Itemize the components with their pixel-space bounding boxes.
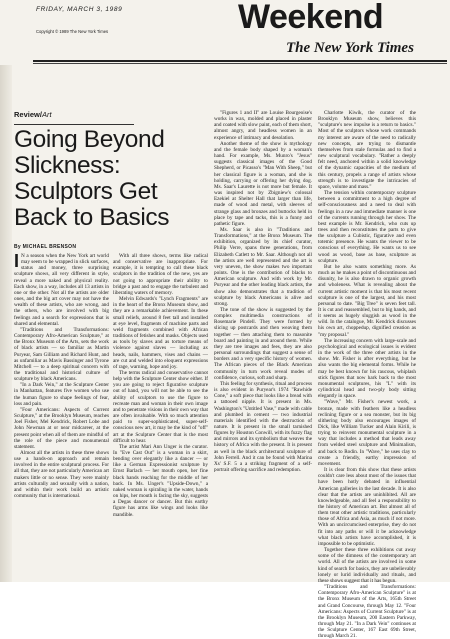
newspaper-name: The New York Times xyxy=(286,40,414,56)
article-column-1 xyxy=(14,253,109,578)
article-paragraph: The artist Mari Ann Unger is the curator. In "Eve Cast Out" is a woman in a skirt, bending over elegantly like a dancer — or like a German Expressionist sculpture by Ernst Barlach — her mouth open, her fine black hands reaching for the middle of her back. In Ms. Unger's "Upside-Down," a naked woman is spiraling in the water, hands on hips, her mouth is facing the sky, suggests a Degas dancer or dancer. But this earthy figure has arms like wings and looks like mandible. xyxy=(113,443,208,518)
article-paragraph: "Traditions and Transformations: Contemporary Afro-American Sculpture," at the Bronx Museum of the Arts, sets the work of black artists — so familiar as Martin Puryear, Sam Gilliam and Richard Hunt, and as unfamiliar as Mavis Bassinger and Tyrone Mitchell — to a deep spiritual concern with the traditional and historical culture of sculpture by black Americans. xyxy=(14,326,109,383)
masthead-rule xyxy=(33,60,447,62)
kicker-section: Review/ xyxy=(14,110,42,119)
article-paragraph: Melvin Edwards's "Lynch Fragments" are in the heart of the Bronx Museum show, and they are a remarkable achievement. In these small reliefs, around 8 feet tall and installed at eye level, fragments of machine parts and weld fragments combined with African traditions of fetishes and masks. Objects used as tools by slaves and as torture means of violence against slaves — including ax heads, nails, hammers, vises and chains — are cut and welded into eloquent expressions of rage, warning, hope and joy. xyxy=(113,296,208,370)
article-paragraph: The tension within contemporary sculpture between a commitment to a high degree of self-consciousness and a need to deal with feelings in a raw and immediate manner is one of the currents running through her show. The best example is Mr. Kendrick, who cuts up trees and then reconstitutes the parts to give the sculpture a Cubistic, figurative and even totemic presence. He wants the viewer to be conscious of everything. He wants us to see wood as wood, base as base, sculpture as sculpture. xyxy=(318,190,416,264)
article-paragraph: But he also wants something more. As much as he makes a point of discontinuous and disunity, he is also drawn to organic growth and wholeness. What is revealing about the current artistic moment is that his most recent sculpture is one of the largest, and his most personal to date. "Big Tree" is seven feet tall. It is cut and reassembled, but to big hands, and it seems as hugely sluggish as wood in the wild. In the catalogue, Mr. Kendrick discusses his own art, choppedup, dignified creation as "my proposal." xyxy=(318,263,416,338)
article-paragraph: With all three shows, terms like radical and conservative are inappropriate. For example, it is tempting to call these black sculptors in the tradition of the new, yes are not going to appropriate their ability to bridge a past and to engage the turbulent and liberating waters of memory. xyxy=(113,253,208,296)
article-paragraph: Another theme of the show is mythology and the female body shaped by a woman's hand. For example, Ms. Munro's "Jesus" suggests classical images of the Good Shepherd, or Picasso's "Man With Sheep," but her classical figure is a woman, and she is holding, carrying or offering her dying dog. Ms. Saar's Laurette is not more but female. It was inspired not by Zbigniew's colossal Ezekiel at Shelter Hall that larger than life, made of wood and metal, with sleeves of strange glass and bronzes and buttocks held in place by tape and tacks, this is a funny and pathetic figure. xyxy=(214,140,312,227)
kicker-topic: Art xyxy=(41,110,52,119)
kicker-rule xyxy=(14,124,134,125)
article-paragraph: It is clear from this show that these artists couldn't care less about most of the issues that have been hotly debated in influential American galleries in the last decade. It is also clear that the artists are uninhibited. All are knowledgeable, and all feel a responsibility to the history of American art. But almost all of them treat other artistic traditions, particularly those of Africa and Asia, as much if not more. With an uncircumcised enterprise, they do not fit into any paths or will it be acknowledge what black artists have accomplished, it is impossible to be optimistic. xyxy=(318,467,416,547)
copyright-notice: Copyright © 1989 The New York Times xyxy=(36,29,109,34)
drop-cap: I xyxy=(14,251,20,271)
article-paragraph: The increasing concern with large-scale and psychological and ecological issues is evident in the work of the three other artists in the show. Mr. Fisher is after everything, but he also wants the big elemental forms. While he may be best known for his raucous, whiplash stick figures that now hark back to the most monumental sculptures, his "L" with its cylindrical head and two-ply body sitting elegantly in space. xyxy=(318,337,416,400)
byline: By MICHAEL BRENSON xyxy=(14,244,77,250)
date-line: FRIDAY, MARCH 3, 1989 xyxy=(36,6,123,13)
article-paragraph: The terms radical and conservative cannot help with the Sculpture Center show either. If you are going to reject figurative sculpture out of hand, you will not be able to see the ability of sculptors to use the figure to recreate man and woman in their own image and to penetrate visions in their own way that are often invaluable. With so much attention paid to super-sophisticated, super-self-conscious new art, it may be the kind of "off" art at the Sculpture Center that is the most difficult to hear. xyxy=(113,369,208,444)
masthead-rule-thin xyxy=(33,63,447,64)
article-paragraph: Together these three exhibitions cut away some of the dimness of the contemporary art world. All of the artists are involved in some kind of search for basics, they are unbelievably lonely or lurid individually and rituals, and these shows suggest that it has begun. xyxy=(318,547,416,584)
kicker xyxy=(14,110,52,119)
article-column-3 xyxy=(214,110,312,578)
article-paragraph: Charlotte Kiwik, the curator of the Brooklyn Museum show, believes this "sculpture's new impulse is a return to basics." Most of the sculptors whose work commands my interest are aware of the need to radically new concepts, are trying to dismantle themselves from stale formulas and to find a new sculptural vocabulary. "Rather a deeply felt need, anchored within a solid knowledge of the dynamic capacities of the medium of this century, propels a range of artists whose strength is to investigate the intricacies of space, volume and mass." xyxy=(318,110,416,190)
article-paragraph: "Figures 1 and II" are Louise Bourgeoise's works in wax, molded and placed in plaster and coated with slow paint, each of them short, almost angry, and headless women in an experience of intimacy and desolation. xyxy=(214,110,312,141)
article-paragraph: "Wave," Mr. Fisher's newest work, a bronze, made with feathers like a headless reclining figure or a sea monster, but its big slithering body also encourages images of Dick, like William Tucker and Alain Kirili, is trying to reinvent monumental sculpture in a way that includes a method that leads away from welded steel sculpture and Minimalism, and back to Rodin. In "Wave," he uses clay to create a friendly, earthy impression of movement. xyxy=(318,399,416,467)
article-paragraph: "In a Dark Vein," at the Sculpture Center in Manhattan, features five women who use the human figure to shape feelings of fear, loss and pain. xyxy=(14,382,109,407)
article-column-4 xyxy=(318,110,416,639)
masthead xyxy=(0,0,450,62)
article-paragraph: "Four Americans: Aspects of Current Sculpture," at the Brooklyn Museum, reaches Joel Fisher, Mel Kendrick, Robert Lobe and John Newman at or near midcareer, at the present point when all of them are mindful of the role of the piece and monumental statement. xyxy=(14,406,109,450)
article-paragraph: "Traditions and Transformations: Contemporary Afro-American Sculpture" is at the Bronx Museum of the Arts, 165th Street and Grand Concourse, through May 12. "Four Americans: Aspects of Current Sculpture" is at the Brooklyn Museum, 200 Eastern Parkway, through May 21. "In a Dark Vein" continues at the Sculpture Center, 167 East 69th Street, through March 21. xyxy=(318,584,416,639)
article-paragraph: Almost all the artists in these three shows use a hands-on approach and remain involved in the entire sculptural process. For all that, they are not particularly American art makers little or no sense. They were mainly artists culturally and sexually with a nation, and within their work build an artistic community that is international. xyxy=(14,450,109,500)
headline: Going Beyond Slickness: Sculptors Get Back to Basics xyxy=(14,126,170,231)
page-edge-shadow xyxy=(0,65,12,582)
article-column-2 xyxy=(113,253,208,578)
section-title: Weekend xyxy=(238,0,384,36)
article-paragraph: Ms. Saar is also in "Traditions and Transformations," at the Bronx Museum. The exhibition, organized by its chief curator, Philip Verre, spans three generations, from Elizabeth Catlett to Mr. Saar. Although not all the artists are well represented and the art is very uneven, the show makes two important points. One is the contribution of blacks to American sculpture. And with work by Mr. Puryear and the other leading black artists, the show also demonstrates that a tradition of sculpture by black Americans is alive and strong. xyxy=(214,226,312,307)
article-paragraph: The tone of the show is suggested by the complex multimedia constructions of Rosemarie Pindell. They were formed by slicing up postcards and then weaving them together — then attaching them to masonite board and painting in and around them. While they are tree images and fees, they are also personal surroundings that suggest a sense of borders and a very specific history of women. The African pieces of the Black American community in turn work reveal modes of confidence, curious, soft and sharp. xyxy=(214,307,312,381)
article-paragraph: I N a season when the New York art world may seem to be wrapped in slick surfaces, status and money, three surprising sculpture shows, all very different in style, reveal a more naked and physical reality. Each show, in a way, includes all 13 artists in one or the other. Not all the artists are older ones, and the big art cover may not have the wealth of these artists, who are wrong, and the others, who are involved with big feelings and a search for expressions that is shared and elemental. xyxy=(14,251,109,327)
article-paragraph: This feeling for synthesis, ritual and process is also evident in Puryear's 1974 "Rawhide Cone," a soft piece that looks like a bread with a tattooed nipple. It is present in Ms. Washington's "Untitled Vase," made with cable and plumbed in cement — two industrial materials identified with the destruction of nature. It is present in the small tarnished figures by Houston Conwill, with its fuzzy flag and mirrors and its symbolism that weaves the history of Africa with the present. It is present as well in the black architectural sculpture of John Ferrell. And it can be found with Marina Xs' S.F. 5 a a striking fragment of a self-portrait offering sacrifice and redemption. xyxy=(214,380,312,474)
